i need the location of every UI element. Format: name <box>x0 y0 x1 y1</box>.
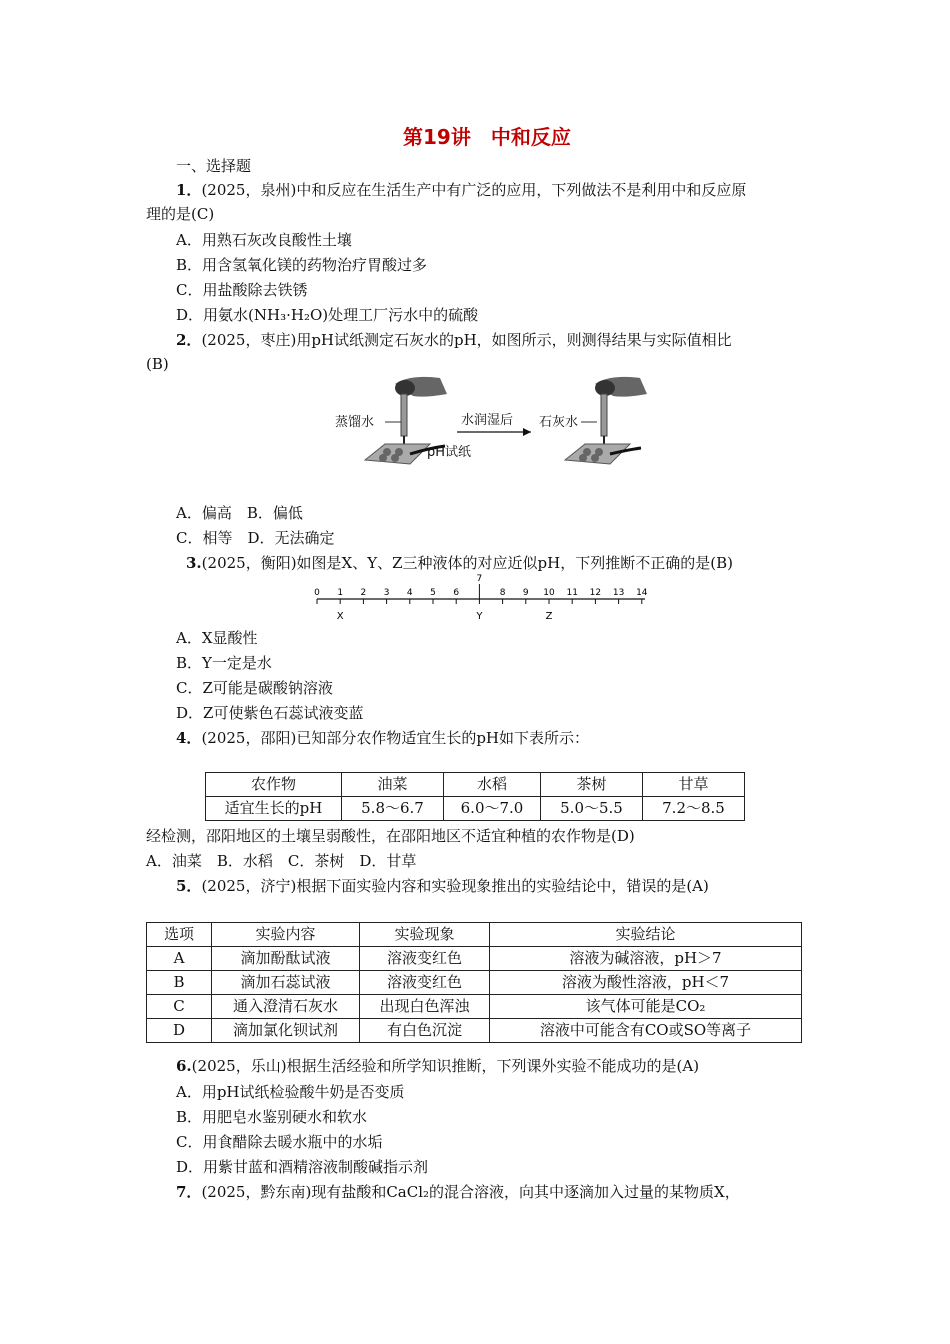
table-cell: 出现白色浑浊 <box>360 995 490 1019</box>
table-cell: 溶液为酸性溶液，pH＜7 <box>490 971 802 995</box>
q2-options-row2: C．相等 D．无法确定 <box>176 529 335 547</box>
q4-options: A．油菜 B．水稻 C．茶树 D．甘草 <box>146 852 417 870</box>
dropper-tube-icon <box>401 394 407 436</box>
table-cell: 7.2～8.5 <box>643 797 745 821</box>
question-text: (2025，枣庄)用pH试纸测定石灰水的pH，如图所示，则测得结果与实际值相比 <box>201 331 732 349</box>
scale-tick-label: 3 <box>383 588 390 598</box>
page-title: 第19讲 中和反应 <box>403 125 571 149</box>
question-number: 5． <box>176 877 202 895</box>
table-row <box>206 797 745 821</box>
scale-tick-label: 1 <box>337 588 344 598</box>
table-cell: D <box>147 1019 212 1043</box>
question-4-cont: 经检测，邵阳地区的土壤呈弱酸性，在邵阳地区不适宜种植的农作物是(D) <box>146 827 635 845</box>
question-7 <box>176 1182 740 1202</box>
scale-tick-label: 0 <box>314 588 320 598</box>
table-cell: 滴加酚酞试液 <box>212 947 360 971</box>
question-text: (2025，衡阳)如图是X、Y、Z三种液体的对应近似pH，下列推断不正确的是(B) <box>201 554 733 572</box>
scale-marker-y: Y <box>476 611 483 622</box>
table-header-cell: 选项 <box>147 923 212 947</box>
ph-test-figure <box>335 372 655 472</box>
table-cell: 6.0～7.0 <box>444 797 541 821</box>
question-1 <box>176 180 746 200</box>
scale-tick-label: 8 <box>499 588 506 598</box>
q2-options-row1: A．偏高 B．偏低 <box>176 504 303 522</box>
dropper-tube-icon <box>601 394 607 436</box>
option-b: B．Y一定是水 <box>176 654 272 672</box>
scale-tick-label: 11 <box>566 588 578 598</box>
table-row <box>147 995 802 1019</box>
table-cell: 溶液为碱溶液，pH＞7 <box>490 947 802 971</box>
table-cell: 该气体可能是CO₂ <box>490 995 802 1019</box>
option-c: C．用盐酸除去铁锈 <box>176 281 308 299</box>
question-number: 1． <box>176 181 202 199</box>
table-cell: 5.8～6.7 <box>342 797 444 821</box>
table-cell: A <box>147 947 212 971</box>
table-cell: 5.0～5.5 <box>541 797 643 821</box>
table-cell: C <box>147 995 212 1019</box>
label-lime: 石灰水 <box>539 415 579 430</box>
table-cell: 油菜 <box>342 773 444 797</box>
label-arrow: 水润湿后 <box>461 413 514 428</box>
scale-marker-x: X <box>336 611 344 622</box>
question-6 <box>176 1056 699 1076</box>
table-cell: 甘草 <box>643 773 745 797</box>
table-cell: 滴加氯化钡试剂 <box>212 1019 360 1043</box>
scale-tick-label: 14 <box>636 588 648 598</box>
table-cell: 农作物 <box>206 773 342 797</box>
table-cell: B <box>147 971 212 995</box>
table-cell: 溶液中可能含有CO或SO等离子 <box>490 1019 802 1043</box>
table-row <box>147 1019 802 1043</box>
question-3 <box>186 553 733 573</box>
option-b: B．用肥皂水鉴别硬水和软水 <box>176 1108 368 1126</box>
question-text: (2025，泉州)中和反应在生活生产中有广泛的应用，下列做法不是利用中和反应原 <box>201 181 747 199</box>
section-heading: 一、选择题 <box>176 157 252 175</box>
table-cell: 茶树 <box>541 773 643 797</box>
question-5 <box>176 876 709 896</box>
scale-tick-label: 9 <box>522 588 529 598</box>
table-cell: 溶液变红色 <box>360 971 490 995</box>
option-d: D．Z可使紫色石蕊试液变蓝 <box>176 704 364 722</box>
scale-tick-label: 10 <box>543 588 555 598</box>
table-header-cell: 实验内容 <box>212 923 360 947</box>
table-cell: 通入澄清石灰水 <box>212 995 360 1019</box>
question-text: (2025，邵阳)已知部分农作物适宜生长的pH如下表所示： <box>201 729 590 747</box>
table-cell: 滴加石蕊试液 <box>212 971 360 995</box>
question-2 <box>176 330 732 350</box>
experiment-table <box>146 922 802 1043</box>
scale-tick-label: 6 <box>453 588 460 598</box>
option-a: A．用熟石灰改良酸性土壤 <box>176 231 352 249</box>
table-cell: 水稻 <box>444 773 541 797</box>
question-number: 2． <box>176 331 202 349</box>
scale-tick-label: 13 <box>612 588 625 598</box>
option-c: C．用食醋除去暖水瓶中的水垢 <box>176 1133 383 1151</box>
scale-tick-label: 4 <box>406 588 413 598</box>
label-water: 蒸馏水 <box>335 415 375 430</box>
label-paper: pH试纸 <box>427 445 472 460</box>
option-a: A．用pH试纸检验酸牛奶是否变质 <box>176 1083 405 1101</box>
scale-neutral-label: 7 <box>476 574 483 584</box>
table-row <box>147 947 802 971</box>
table-cell: 有白色沉淀 <box>360 1019 490 1043</box>
question-4 <box>176 728 589 748</box>
question-number: 6. <box>176 1057 192 1075</box>
question-text: (2025，济宁)根据下面实验内容和实验现象推出的实验结论中，错误的是(A) <box>201 877 709 895</box>
table-row <box>147 971 802 995</box>
option-d: D．用紫甘蓝和酒精溶液制酸碱指示剂 <box>176 1158 429 1176</box>
table-header-cell: 实验结论 <box>490 923 802 947</box>
option-d: D．用氨水(NH₃·H₂O)处理工厂污水中的硫酸 <box>176 306 479 324</box>
question-text: (2025，黔东南)现有盐酸和CaCl₂的混合溶液，向其中逐滴加入过量的某物质X， <box>201 1183 740 1201</box>
option-a: A．X显酸性 <box>176 629 258 647</box>
scale-tick-label: 2 <box>360 588 367 598</box>
option-c: C．Z可能是碳酸钠溶液 <box>176 679 333 697</box>
table-cell: 溶液变红色 <box>360 947 490 971</box>
question-number: 7． <box>176 1183 202 1201</box>
table-row <box>206 773 745 797</box>
question-2-cont: (B) <box>146 355 169 373</box>
crop-ph-table <box>205 772 745 821</box>
question-text: (2025，乐山)根据生活经验和所学知识推断，下列课外实验不能成功的是(A) <box>191 1057 700 1075</box>
option-b: B．用含氢氧化镁的药物治疗胃酸过多 <box>176 256 428 274</box>
table-header-row <box>147 923 802 947</box>
table-cell: 适宜生长的pH <box>206 797 342 821</box>
scale-marker-z: Z <box>545 611 553 622</box>
table-header-cell: 实验现象 <box>360 923 490 947</box>
question-1-cont: 理的是(C) <box>146 205 215 223</box>
scale-tick-label: 12 <box>589 588 602 598</box>
ph-scale-figure <box>305 572 655 624</box>
scale-tick-label: 5 <box>430 588 436 598</box>
question-number: 3. <box>186 554 202 572</box>
question-number: 4． <box>176 729 202 747</box>
